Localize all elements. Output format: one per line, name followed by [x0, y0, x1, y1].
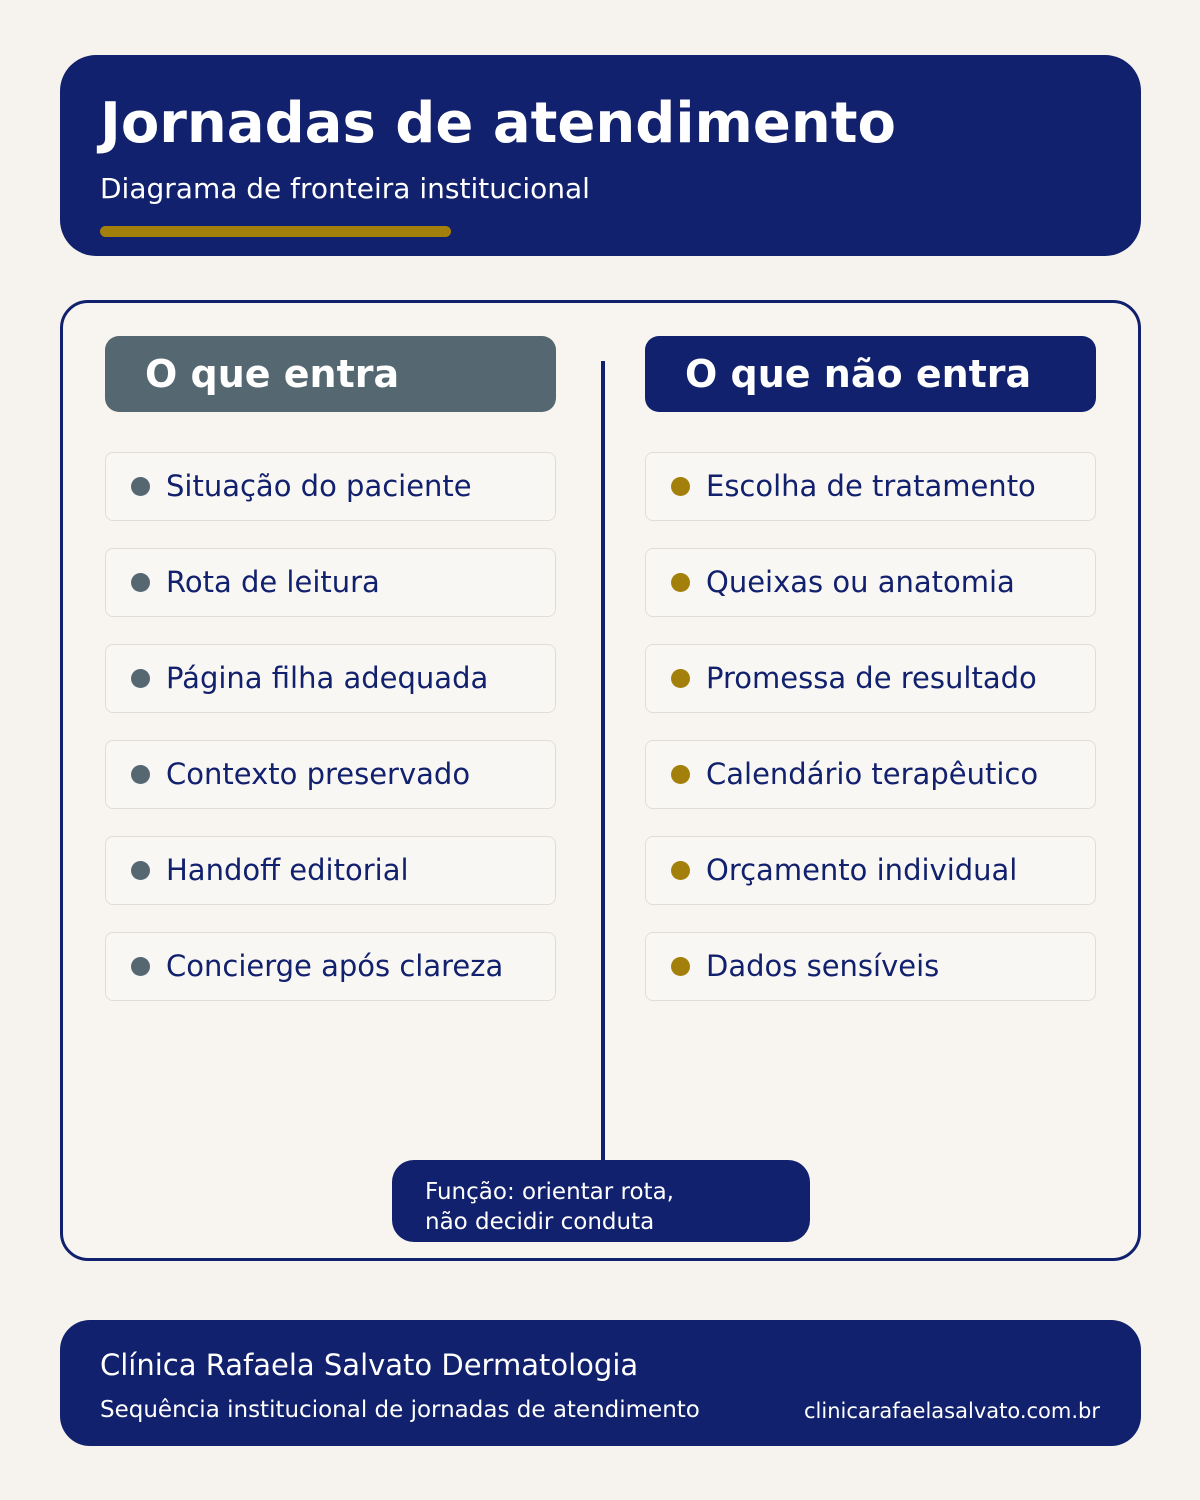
bullet-dot-icon [131, 669, 150, 688]
header-banner [60, 55, 1141, 256]
bullet-dot-icon [671, 861, 690, 880]
included-item [105, 452, 556, 521]
function-note [392, 1160, 810, 1242]
bullet-dot-icon [671, 957, 690, 976]
included-item [105, 740, 556, 809]
bullet-dot-icon [131, 477, 150, 496]
excluded-item [645, 644, 1096, 713]
function-note-line-2: não decidir conduta [425, 1209, 655, 1235]
included-heading: O que entra [105, 336, 556, 412]
excluded-item [645, 452, 1096, 521]
included-item-label: Handoff editorial [166, 853, 409, 887]
website-url: clinicarafaelasalvato.com.br [804, 1399, 1100, 1423]
clinic-name: Clínica Rafaela Salvato Dermatologia [100, 1348, 639, 1382]
excluded-item-label: Calendário terapêutico [706, 757, 1039, 791]
excluded-item-label: Escolha de tratamento [706, 469, 1036, 503]
bullet-dot-icon [671, 573, 690, 592]
bullet-dot-icon [671, 669, 690, 688]
bullet-dot-icon [671, 477, 690, 496]
excluded-item [645, 932, 1096, 1001]
included-item-label: Contexto preservado [166, 757, 471, 791]
page-title: Jornadas de atendimento [100, 91, 896, 156]
footer-banner [60, 1320, 1141, 1446]
excluded-item-label: Dados sensíveis [706, 949, 940, 983]
included-item [105, 836, 556, 905]
boundary-divider [601, 361, 605, 1163]
footer-tagline: Sequência institucional de jornadas de atendimento [100, 1397, 700, 1423]
included-item-label: Rota de leitura [166, 565, 380, 599]
included-item-label: Concierge após clareza [166, 949, 504, 983]
accent-bar [100, 226, 451, 237]
included-item [105, 548, 556, 617]
included-item [105, 644, 556, 713]
excluded-item [645, 740, 1096, 809]
excluded-item-label: Orçamento individual [706, 853, 1018, 887]
boundary-diagram [60, 300, 1141, 1261]
included-item-label: Situação do paciente [166, 469, 472, 503]
page-subtitle: Diagrama de fronteira institucional [100, 172, 590, 205]
bullet-dot-icon [671, 765, 690, 784]
bullet-dot-icon [131, 861, 150, 880]
excluded-item [645, 836, 1096, 905]
excluded-item-label: Promessa de resultado [706, 661, 1037, 695]
included-item-label: Página filha adequada [166, 661, 489, 695]
excluded-item [645, 548, 1096, 617]
bullet-dot-icon [131, 957, 150, 976]
bullet-dot-icon [131, 573, 150, 592]
included-item [105, 932, 556, 1001]
function-note-line-1: Função: orientar rota, [425, 1179, 674, 1205]
bullet-dot-icon [131, 765, 150, 784]
excluded-item-label: Queixas ou anatomia [706, 565, 1015, 599]
excluded-heading: O que não entra [645, 336, 1096, 412]
